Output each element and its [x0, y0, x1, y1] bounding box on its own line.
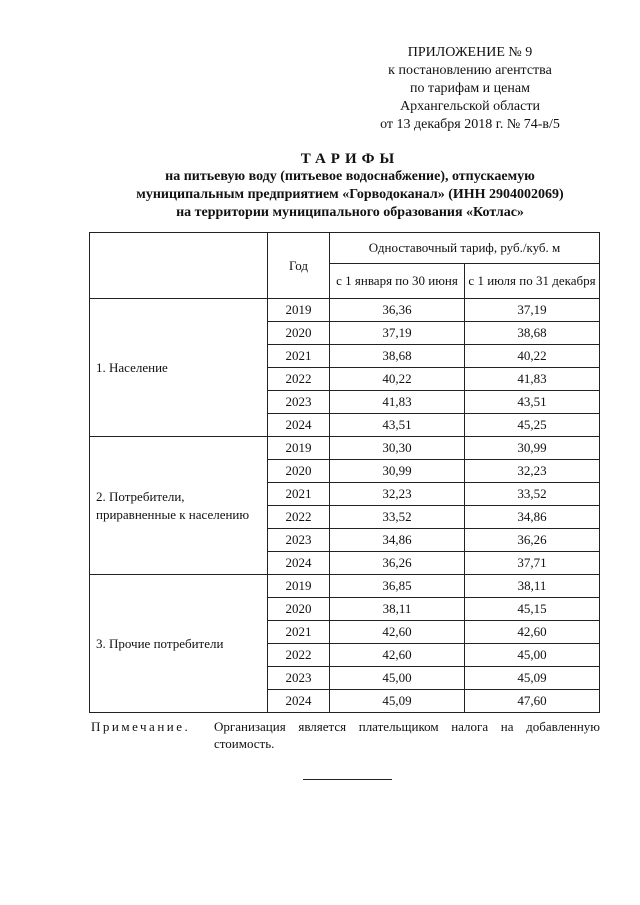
- year-cell: 2019: [268, 575, 330, 598]
- header-period-second: с 1 июля по 31 декабря: [465, 264, 600, 299]
- header-period-first: с 1 января по 30 июня: [330, 264, 465, 299]
- appendix-date: от 13 декабря 2018 г. № 74-в/5: [380, 117, 560, 132]
- year-cell: 2019: [268, 437, 330, 460]
- title-line: на территории муниципального образования «Котлас»: [176, 205, 524, 220]
- year-cell: 2023: [268, 391, 330, 414]
- year-cell: 2023: [268, 667, 330, 690]
- tariff-table: [89, 232, 600, 713]
- tariff-second-half-cell: 45,09: [465, 667, 600, 690]
- tariff-second-half-cell: 45,25: [465, 414, 600, 437]
- tariff-first-half-cell: 45,00: [330, 667, 465, 690]
- category-label: 3. Прочие потребители: [90, 575, 268, 713]
- footnote-label: Примечание.: [91, 719, 191, 734]
- year-cell: 2024: [268, 690, 330, 713]
- tariff-first-half-cell: 43,51: [330, 414, 465, 437]
- header-blank: [90, 233, 268, 299]
- divider-line: [303, 779, 392, 780]
- tariff-second-half-cell: 32,23: [465, 460, 600, 483]
- year-cell: 2022: [268, 368, 330, 391]
- tariff-second-half-cell: 45,15: [465, 598, 600, 621]
- tariff-first-half-cell: 37,19: [330, 322, 465, 345]
- year-cell: 2023: [268, 529, 330, 552]
- tariff-first-half-cell: 32,23: [330, 483, 465, 506]
- tariff-second-half-cell: 37,71: [465, 552, 600, 575]
- title-line: муниципальным предприятием «Горводоканал» (ИНН 2904002069): [136, 187, 564, 202]
- tariff-second-half-cell: 41,83: [465, 368, 600, 391]
- document-title: [60, 150, 640, 222]
- year-cell: 2021: [268, 483, 330, 506]
- appendix-line: по тарифам и ценам: [410, 81, 530, 96]
- year-cell: 2024: [268, 414, 330, 437]
- tariff-first-half-cell: 36,85: [330, 575, 465, 598]
- tariff-second-half-cell: 43,51: [465, 391, 600, 414]
- tariff-first-half-cell: 41,83: [330, 391, 465, 414]
- appendix-line: к постановлению агентства: [388, 63, 552, 78]
- year-cell: 2020: [268, 322, 330, 345]
- tariff-second-half-cell: 30,99: [465, 437, 600, 460]
- header-year: Год: [268, 233, 330, 299]
- year-cell: 2024: [268, 552, 330, 575]
- year-cell: 2021: [268, 621, 330, 644]
- tariff-first-half-cell: 33,52: [330, 506, 465, 529]
- footnote-text: Организация является плательщиком налога на добавленную стоимость.: [214, 719, 600, 751]
- tariff-second-half-cell: 34,86: [465, 506, 600, 529]
- year-cell: 2022: [268, 644, 330, 667]
- tariff-first-half-cell: 36,26: [330, 552, 465, 575]
- tariff-second-half-cell: 36,26: [465, 529, 600, 552]
- tariff-first-half-cell: 38,11: [330, 598, 465, 621]
- year-cell: 2021: [268, 345, 330, 368]
- tariff-first-half-cell: 40,22: [330, 368, 465, 391]
- year-cell: 2022: [268, 506, 330, 529]
- year-cell: 2020: [268, 598, 330, 621]
- tariff-first-half-cell: 30,99: [330, 460, 465, 483]
- tariff-first-half-cell: 42,60: [330, 621, 465, 644]
- tariff-second-half-cell: 38,11: [465, 575, 600, 598]
- tariff-first-half-cell: 34,86: [330, 529, 465, 552]
- tariff-first-half-cell: 36,36: [330, 299, 465, 322]
- tariff-first-half-cell: 42,60: [330, 644, 465, 667]
- title-main: ТАРИФЫ: [300, 151, 400, 167]
- year-cell: 2020: [268, 460, 330, 483]
- tariff-second-half-cell: 33,52: [465, 483, 600, 506]
- title-line: на питьевую воду (питьевое водоснабжение), отпускаемую: [165, 169, 535, 184]
- tariff-second-half-cell: 38,68: [465, 322, 600, 345]
- table-row: [90, 299, 600, 322]
- category-label: 1. Население: [90, 299, 268, 437]
- tariff-first-half-cell: 38,68: [330, 345, 465, 368]
- tariff-second-half-cell: 40,22: [465, 345, 600, 368]
- tariff-second-half-cell: 42,60: [465, 621, 600, 644]
- tariff-second-half-cell: 45,00: [465, 644, 600, 667]
- tariff-first-half-cell: 45,09: [330, 690, 465, 713]
- table-row: [90, 437, 600, 460]
- table-row: [90, 575, 600, 598]
- year-cell: 2019: [268, 299, 330, 322]
- tariff-second-half-cell: 37,19: [465, 299, 600, 322]
- appendix-line: Архангельской области: [400, 99, 540, 114]
- tariff-table-body: [90, 299, 600, 713]
- appendix-number: ПРИЛОЖЕНИЕ № 9: [407, 45, 533, 60]
- tariff-first-half-cell: 30,30: [330, 437, 465, 460]
- category-label: 2. Потребители, приравненные к населению: [90, 437, 268, 575]
- tariff-second-half-cell: 47,60: [465, 690, 600, 713]
- appendix-header: [345, 44, 595, 134]
- header-tariff: Одноставочный тариф, руб./куб. м: [330, 233, 600, 264]
